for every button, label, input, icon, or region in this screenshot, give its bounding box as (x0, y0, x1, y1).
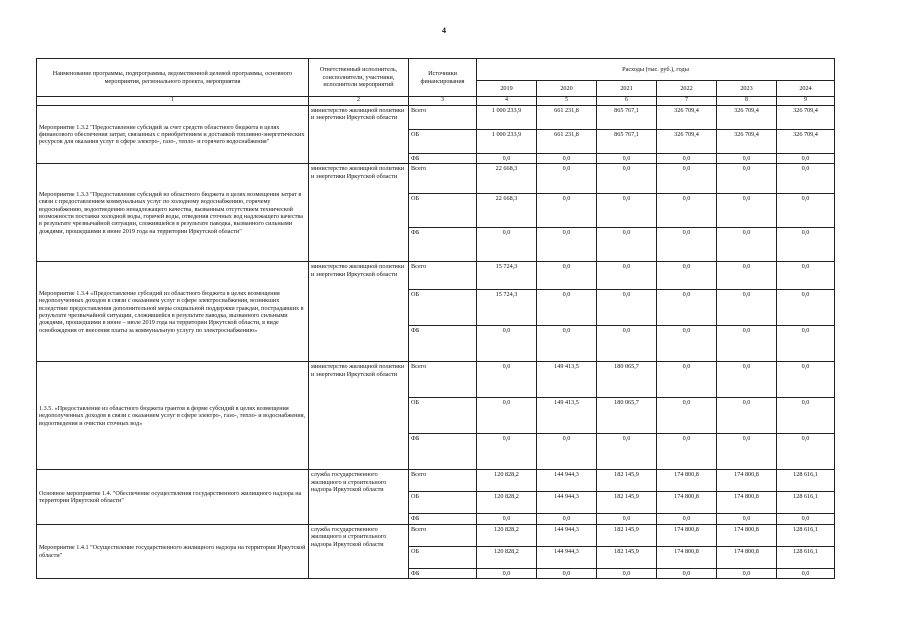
funding-source: ФБ (409, 514, 477, 524)
expense-value: 120 828,2 (477, 524, 537, 546)
funding-source: Всего (409, 262, 477, 290)
header-executor: Ответственный исполнитель, соисполнители, участники, исполнители мероприятий (309, 59, 409, 97)
expense-value: 144 944,3 (537, 524, 597, 546)
column-index: 4 (477, 97, 537, 106)
expense-value: 0,0 (657, 434, 717, 470)
expense-value: 0,0 (657, 398, 717, 434)
expense-value: 15 724,3 (477, 262, 537, 290)
expense-value: 22 668,3 (477, 194, 537, 228)
table-row (37, 106, 835, 130)
executor: министерство жилищной политики и энергетики Иркутской области (309, 262, 409, 362)
expense-value: 0,0 (657, 290, 717, 326)
expense-value: 0,0 (537, 568, 597, 578)
header-expenses: Расходы (тыс. руб.), годы (477, 59, 835, 81)
expense-value: 0,0 (657, 194, 717, 228)
funding-source: ФБ (409, 568, 477, 578)
expense-value: 120 828,2 (477, 470, 537, 492)
expense-value: 326 709,4 (717, 106, 777, 130)
funding-source: ФБ (409, 326, 477, 362)
funding-source: ОБ (409, 398, 477, 434)
column-index: 8 (717, 97, 777, 106)
expense-value: 0,0 (537, 326, 597, 362)
expense-value: 0,0 (657, 164, 717, 194)
header-year: 2024 (777, 81, 835, 97)
expense-value: 0,0 (537, 194, 597, 228)
expense-value: 0,0 (777, 362, 835, 398)
expense-value: 174 800,8 (717, 470, 777, 492)
executor: министерство жилищной политики и энергетики Иркутской области (309, 362, 409, 470)
expense-value: 128 616,1 (777, 524, 835, 546)
expense-value: 0,0 (537, 434, 597, 470)
funding-source: ОБ (409, 290, 477, 326)
funding-source: ОБ (409, 130, 477, 154)
column-index: 1 (37, 97, 309, 106)
expense-value: 174 800,8 (717, 546, 777, 568)
budget-table (36, 58, 835, 579)
expense-value: 0,0 (717, 164, 777, 194)
expense-value: 144 944,3 (537, 492, 597, 514)
header-source: Источники финансирования (409, 59, 477, 97)
table-row (37, 362, 835, 398)
expense-value: 0,0 (597, 434, 657, 470)
expense-value: 0,0 (657, 228, 717, 262)
expense-value: 144 944,3 (537, 470, 597, 492)
column-index: 7 (657, 97, 717, 106)
funding-source: Всего (409, 524, 477, 546)
header-year: 2022 (657, 81, 717, 97)
expense-value: 865 767,1 (597, 106, 657, 130)
expense-value: 0,0 (777, 228, 835, 262)
table-row (37, 164, 835, 194)
executor: министерство жилищной политики и энергетики Иркутской области (309, 106, 409, 164)
expense-value: 182 145,9 (597, 524, 657, 546)
expense-value: 0,0 (477, 434, 537, 470)
executor: служба государственного жилищного и строительного надзора Иркутской области (309, 524, 409, 578)
header-year: 2020 (537, 81, 597, 97)
expense-value: 0,0 (477, 326, 537, 362)
expense-value: 0,0 (777, 326, 835, 362)
expense-value: 0,0 (717, 194, 777, 228)
expense-value: 182 145,9 (597, 492, 657, 514)
expense-value: 0,0 (597, 262, 657, 290)
expense-value: 326 709,4 (657, 130, 717, 154)
expense-value: 0,0 (597, 164, 657, 194)
column-index: 5 (537, 97, 597, 106)
expense-value: 0,0 (717, 398, 777, 434)
expense-value: 0,0 (477, 228, 537, 262)
expense-value: 865 767,1 (597, 130, 657, 154)
expense-value: 0,0 (777, 154, 835, 164)
activity-name: 1.3.5. «Предоставление из областного бюджета грантов в форме субсидий в целях возмещения недополученных доходов в связи с оказанием услуг в сфере электро-, газо-, тепло- и водоснабжения, водоотведения и очистки сточных вод» (37, 362, 309, 470)
expense-value: 0,0 (597, 228, 657, 262)
expense-value: 144 944,3 (537, 546, 597, 568)
header-year: 2023 (717, 81, 777, 97)
expense-value: 0,0 (717, 568, 777, 578)
table-row (37, 524, 835, 546)
table-row (37, 470, 835, 492)
expense-value: 128 616,1 (777, 470, 835, 492)
funding-source: Всего (409, 164, 477, 194)
expense-value: 326 709,4 (777, 106, 835, 130)
expense-value: 1 000 233,9 (477, 130, 537, 154)
expense-value: 22 668,3 (477, 164, 537, 194)
expense-value: 0,0 (657, 154, 717, 164)
expense-value: 0,0 (597, 194, 657, 228)
expense-value: 180 065,7 (597, 398, 657, 434)
expense-value: 0,0 (777, 568, 835, 578)
expense-value: 182 145,9 (597, 546, 657, 568)
expense-value: 0,0 (717, 434, 777, 470)
expense-value: 0,0 (537, 228, 597, 262)
expense-value: 0,0 (537, 164, 597, 194)
expense-value: 15 724,3 (477, 290, 537, 326)
activity-name: Основное мероприятие 1.4. "Обеспечение осуществления государственного жилищного надзора на территории Иркутской области" (37, 470, 309, 524)
expense-value: 1 000 233,9 (477, 106, 537, 130)
expense-value: 149 413,5 (537, 362, 597, 398)
expense-value: 0,0 (597, 568, 657, 578)
expense-value: 0,0 (657, 362, 717, 398)
page-number: 4 (442, 26, 446, 35)
expense-value: 0,0 (657, 514, 717, 524)
expense-value: 0,0 (597, 154, 657, 164)
column-index: 9 (777, 97, 835, 106)
expense-value: 0,0 (597, 290, 657, 326)
expense-value: 174 800,8 (657, 524, 717, 546)
expense-value: 128 616,1 (777, 546, 835, 568)
expense-value: 0,0 (597, 514, 657, 524)
activity-name: Мероприятие 1.3.4 «Предоставление субсидий из областного бюджета в целях возмещения недополученных доходов в связи с оказанием услуг в сфере электроснабжения, возникших вследствие предоставления дополнительной меры социальной поддержки граждан, пострадавших в результате чрезвычайной ситуации, сложившейся в результате паводка, вызванного сильными дождями, прошедшими в июне – июле 2019 года на территории Иркутской области, в виде освобождения от внесения платы за коммунальную услугу по электроснабжению» (37, 262, 309, 362)
table-body (37, 106, 835, 579)
table-row (37, 262, 835, 290)
expense-value: 149 413,5 (537, 398, 597, 434)
expense-value: 0,0 (777, 164, 835, 194)
expense-value: 661 231,8 (537, 130, 597, 154)
expense-value: 174 800,8 (657, 492, 717, 514)
funding-source: Всего (409, 106, 477, 130)
expense-value: 180 065,7 (597, 362, 657, 398)
expense-value: 0,0 (537, 290, 597, 326)
funding-source: Всего (409, 470, 477, 492)
funding-source: ФБ (409, 154, 477, 164)
column-index: 6 (597, 97, 657, 106)
funding-source: ОБ (409, 546, 477, 568)
expense-value: 0,0 (597, 326, 657, 362)
column-index: 2 (309, 97, 409, 106)
expense-value: 0,0 (477, 568, 537, 578)
expense-value: 0,0 (717, 326, 777, 362)
funding-source: ОБ (409, 194, 477, 228)
expense-value: 174 800,8 (717, 492, 777, 514)
column-index: 3 (409, 97, 477, 106)
expense-value: 0,0 (717, 154, 777, 164)
expense-value: 174 800,8 (717, 524, 777, 546)
expense-value: 326 709,4 (777, 130, 835, 154)
expense-value: 0,0 (777, 514, 835, 524)
expense-value: 0,0 (717, 228, 777, 262)
expense-value: 0,0 (477, 154, 537, 164)
expense-value: 0,0 (657, 326, 717, 362)
expense-value: 0,0 (477, 398, 537, 434)
activity-name: Мероприятие 1.3.2 "Предоставление субсидий за счет средств областного бюджета в целях финансового обеспечения затрат, связанных с приобретением и доставкой топливно-энергетических ресурсов для оказания услуг в сфере электро-, газо-, тепло- и горячего водоснабжения" (37, 106, 309, 164)
expense-value: 0,0 (537, 514, 597, 524)
expense-value: 0,0 (657, 262, 717, 290)
expense-value: 0,0 (717, 262, 777, 290)
expense-value: 0,0 (717, 362, 777, 398)
expense-value: 661 231,8 (537, 106, 597, 130)
expense-value: 0,0 (477, 514, 537, 524)
expense-value: 174 800,8 (657, 546, 717, 568)
expense-value: 182 145,9 (597, 470, 657, 492)
expense-value: 326 709,4 (657, 106, 717, 130)
expense-value: 0,0 (777, 290, 835, 326)
expense-value: 120 828,2 (477, 492, 537, 514)
header-name: Наименование программы, подпрограммы, ведомственной целевой программы, основного мероприятия, регионального проекта, мероприятия (37, 59, 309, 97)
expense-value: 326 709,4 (717, 130, 777, 154)
funding-source: ФБ (409, 434, 477, 470)
activity-name: Мероприятие 1.4.1 "Осуществление государственного жилищного надзора на территории Иркутской области" (37, 524, 309, 578)
expense-value: 0,0 (777, 398, 835, 434)
funding-source: Всего (409, 362, 477, 398)
expense-value: 0,0 (777, 194, 835, 228)
expense-value: 0,0 (537, 154, 597, 164)
expense-value: 128 616,1 (777, 492, 835, 514)
funding-source: ФБ (409, 228, 477, 262)
expense-value: 0,0 (717, 290, 777, 326)
header-year: 2019 (477, 81, 537, 97)
expense-value: 0,0 (657, 568, 717, 578)
expense-value: 120 828,2 (477, 546, 537, 568)
table-header (37, 59, 835, 106)
budget-table-wrapper (36, 58, 834, 579)
expense-value: 0,0 (717, 514, 777, 524)
expense-value: 174 800,8 (657, 470, 717, 492)
executor: служба государственного жилищного и строительного надзора Иркутской области (309, 470, 409, 524)
expense-value: 0,0 (537, 262, 597, 290)
executor: министерство жилищной политики и энергетики Иркутской области (309, 164, 409, 262)
activity-name: Мероприятие 1.3.3 "Предоставление субсидий из областного бюджета в целях возмещения затрат в связи с предоставлением коммунальных услуг по холодному водоснабжению, горячему водоснабжению, водоотведению ненадлежащего качества, вызванным отсутствием технической возможности поставки холодной воды, горячей воды, отведения сточных вод надлежащего качества в результате чрезвычайной ситуации, сложившейся в результате паводка, вызванного сильными дождями, прошедшими в июне 2019 года на территории Иркутской области" (37, 164, 309, 262)
funding-source: ОБ (409, 492, 477, 514)
expense-value: 0,0 (477, 362, 537, 398)
header-year: 2021 (597, 81, 657, 97)
expense-value: 0,0 (777, 434, 835, 470)
expense-value: 0,0 (777, 262, 835, 290)
